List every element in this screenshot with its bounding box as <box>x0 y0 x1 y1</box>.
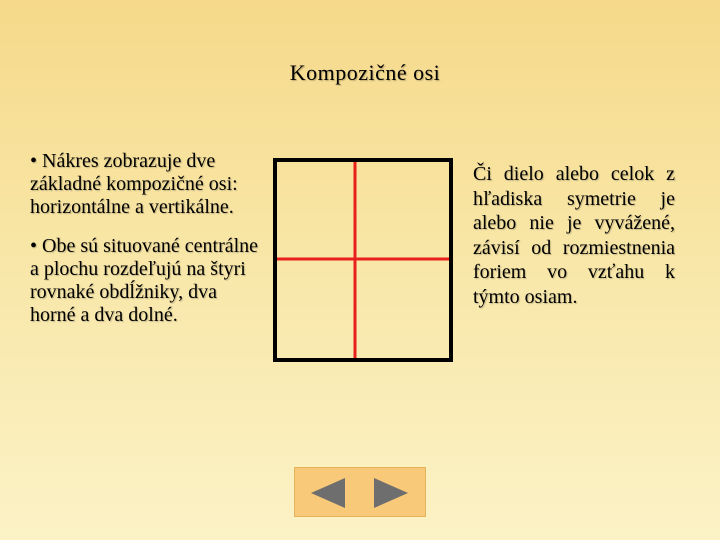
triangle-left-icon[interactable] <box>310 477 346 509</box>
triangle-right-icon[interactable] <box>373 477 409 509</box>
page-title: Kompozičné osi <box>289 60 441 85</box>
composition-axes-diagram <box>273 158 453 362</box>
navigation-bar <box>294 467 426 517</box>
left-text-block <box>30 150 262 343</box>
right-text-block: Či dielo alebo celok z hľadiska symetrie je alebo nie je vyvážené, závisí od rozmiestnenia foriem vo vzťahu k týmto osiam. <box>473 163 675 308</box>
bullet-item: • Nákres zobrazuje dve základné kompozičné osi: horizontálne a vertikálne. <box>30 150 238 218</box>
bullet-item: • Obe sú situované centrálne a plochu rozdeľujú na štyri rovnaké obdĺžniky, dva horné a dva dolné. <box>30 235 259 326</box>
